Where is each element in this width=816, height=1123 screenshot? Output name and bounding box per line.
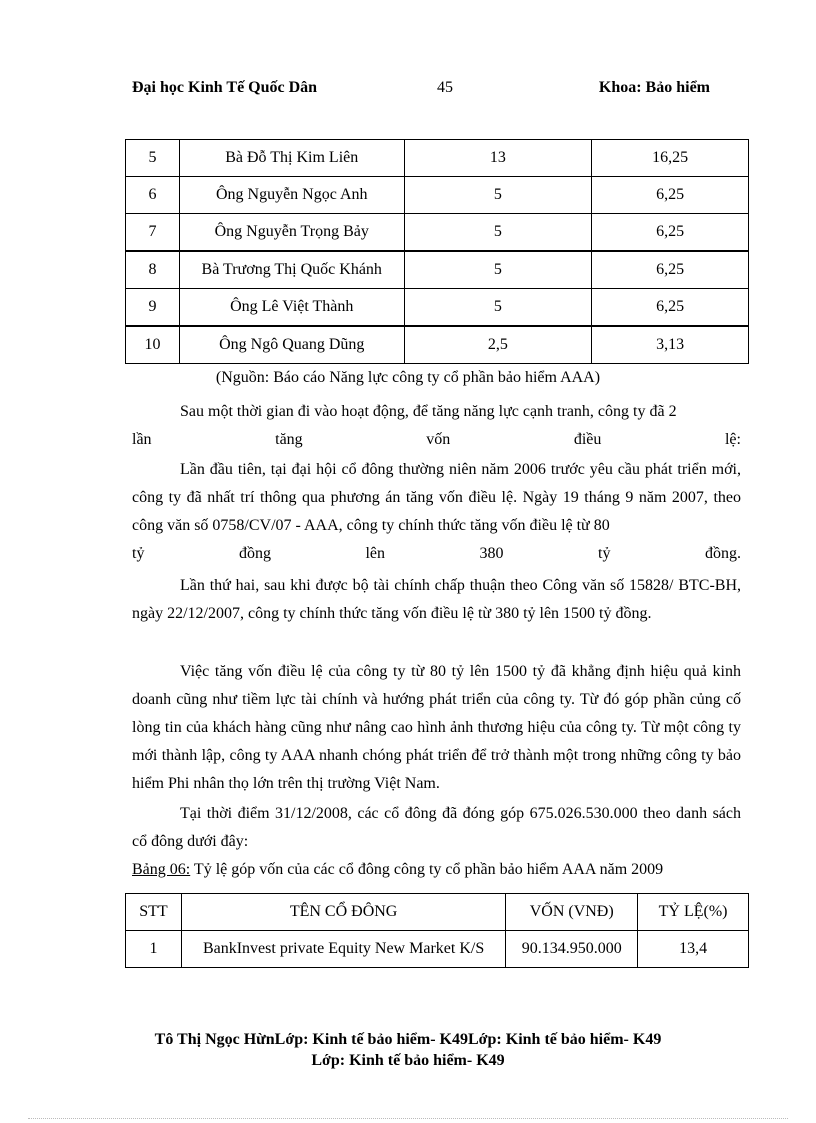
cell-name: BankInvest private Equity New Market K/S xyxy=(181,931,505,968)
justified-line xyxy=(132,426,741,454)
page-header xyxy=(132,79,710,103)
cell-name: Ông Nguyễn Ngọc Anh xyxy=(179,177,404,214)
word: đồng. xyxy=(704,545,741,562)
table-caption-label: Bảng 06: xyxy=(132,861,191,878)
table-row xyxy=(126,931,749,968)
table2-body xyxy=(126,931,749,968)
word: tỷ xyxy=(598,545,611,562)
col-header-stt: STT xyxy=(126,894,182,931)
table-row xyxy=(126,326,749,364)
shareholder-capital-table xyxy=(125,893,749,968)
cell-value: 2,5 xyxy=(404,326,592,364)
table-row xyxy=(126,251,749,289)
word: 380 xyxy=(479,545,504,562)
table-caption-text: Tỷ lệ góp vốn của các cổ đông công ty cổ phần bảo hiểm AAA năm 2009 xyxy=(190,861,664,878)
cell-value: 5 xyxy=(404,251,592,289)
word: điều xyxy=(573,431,602,448)
page-number: 45 xyxy=(437,79,453,96)
word: vốn xyxy=(426,431,451,448)
cell-stt: 6 xyxy=(126,177,180,214)
cell-percent: 16,25 xyxy=(592,140,749,177)
word: lên xyxy=(365,545,385,562)
cell-stt: 9 xyxy=(126,289,180,327)
word: lần xyxy=(132,431,152,448)
paragraph-first-increase xyxy=(132,456,741,568)
cell-percent: 3,13 xyxy=(592,326,749,364)
paragraph-text: Lần đầu tiên, tại đại hội cổ đông thường niên năm 2006 trước yêu cầu phát triển mới, công ty đã nhất trí thông qua phương án tăng vốn điều lệ. Ngày 19 tháng 9 năm 2007, theo công văn số 0758/CV/07 - AAA, công ty chính thức tăng vốn điều lệ từ 80 xyxy=(132,461,741,534)
paragraph-text: Tại thời điểm 31/12/2008, các cổ đông đã đóng góp 675.026.530.000 theo danh sách cổ đông dưới đây: xyxy=(132,805,741,850)
table-source-note: (Nguồn: Báo cáo Năng lực công ty cổ phần bảo hiểm AAA) xyxy=(215,369,601,386)
university-name: Đại học Kinh Tế Quốc Dân xyxy=(132,79,318,96)
cell-name: Ông Nguyễn Trọng Bảy xyxy=(179,214,404,252)
table-row xyxy=(126,214,749,252)
col-header-capital: VỐN (VNĐ) xyxy=(506,894,638,931)
paragraph-text: Việc tăng vốn điều lệ của công ty từ 80 tỷ lên 1500 tỷ đã khẳng định hiệu quả kinh doanh cũng như tiềm lực tài chính và hướng phát triển của công ty. Từ đó góp phần củng cố lòng tin của khách hàng cũng như nâng cao hình ảnh thương hiệu của công ty. Từ một công ty mới thành lập, công ty AAA nhanh chóng phát triển để trở thành một trong những công ty bảo hiểm Phi nhân thọ lớn trên thị trường Việt Nam. xyxy=(132,663,741,792)
footer-line-2: Lớp: Kinh tế bảo hiểm- K49 xyxy=(311,1052,505,1069)
page-bottom-divider xyxy=(28,1118,788,1119)
col-header-ratio: TỶ LỆ(%) xyxy=(638,894,749,931)
cell-value: 5 xyxy=(404,177,592,214)
cell-stt: 8 xyxy=(126,251,180,289)
cell-name: Ông Lê Việt Thành xyxy=(179,289,404,327)
cell-percent: 6,25 xyxy=(592,214,749,252)
cell-stt: 10 xyxy=(126,326,180,364)
cell-ratio: 13,4 xyxy=(638,931,749,968)
cell-name: Bà Trương Thị Quốc Khánh xyxy=(179,251,404,289)
table-row xyxy=(126,140,749,177)
cell-name: Ông Ngô Quang Dũng xyxy=(179,326,404,364)
cell-stt: 1 xyxy=(126,931,182,968)
paragraph-capital-increase-intro xyxy=(132,398,741,454)
table-header-row xyxy=(126,894,749,931)
cell-percent: 6,25 xyxy=(592,251,749,289)
cell-value: 5 xyxy=(404,214,592,252)
cell-capital: 90.134.950.000 xyxy=(506,931,638,968)
table-row xyxy=(126,177,749,214)
cell-percent: 6,25 xyxy=(592,177,749,214)
footer-line-1: Tô Thị Ngọc HừnLớp: Kinh tế bảo hiểm- K49Lớp: Kinh tế bảo hiểm- K49 xyxy=(154,1031,662,1048)
word: đồng xyxy=(238,545,271,562)
justified-line xyxy=(132,540,741,568)
col-header-name: TÊN CỔ ĐÔNG xyxy=(181,894,505,931)
cell-value: 5 xyxy=(404,289,592,327)
shareholder-table-continued xyxy=(125,139,749,364)
table-row xyxy=(126,289,749,327)
cell-value: 13 xyxy=(404,140,592,177)
paragraph-contributions xyxy=(132,800,741,856)
cell-name: Bà Đỗ Thị Kim Liên xyxy=(179,140,404,177)
word: lệ: xyxy=(724,431,741,448)
word: tỷ xyxy=(132,545,145,562)
table-caption xyxy=(132,861,663,879)
paragraph-significance xyxy=(132,658,741,798)
paragraph-second-increase xyxy=(132,572,741,628)
cell-percent: 6,25 xyxy=(592,289,749,327)
paragraph-text: Lần thứ hai, sau khi được bộ tài chính chấp thuận theo Công văn số 15828/ BTC-BH, ngày 22/12/2007, công ty chính thức tăng vốn điều lệ từ 380 tỷ lên 1500 tỷ đồng. xyxy=(132,577,741,622)
cell-stt: 7 xyxy=(126,214,180,252)
table1-body xyxy=(126,140,749,364)
faculty-name: Khoa: Bảo hiểm xyxy=(598,79,710,96)
word: tăng xyxy=(275,431,303,448)
cell-stt: 5 xyxy=(126,140,180,177)
paragraph-text: Sau một thời gian đi vào hoạt động, để tăng năng lực cạnh tranh, công ty đã 2 xyxy=(180,403,677,420)
